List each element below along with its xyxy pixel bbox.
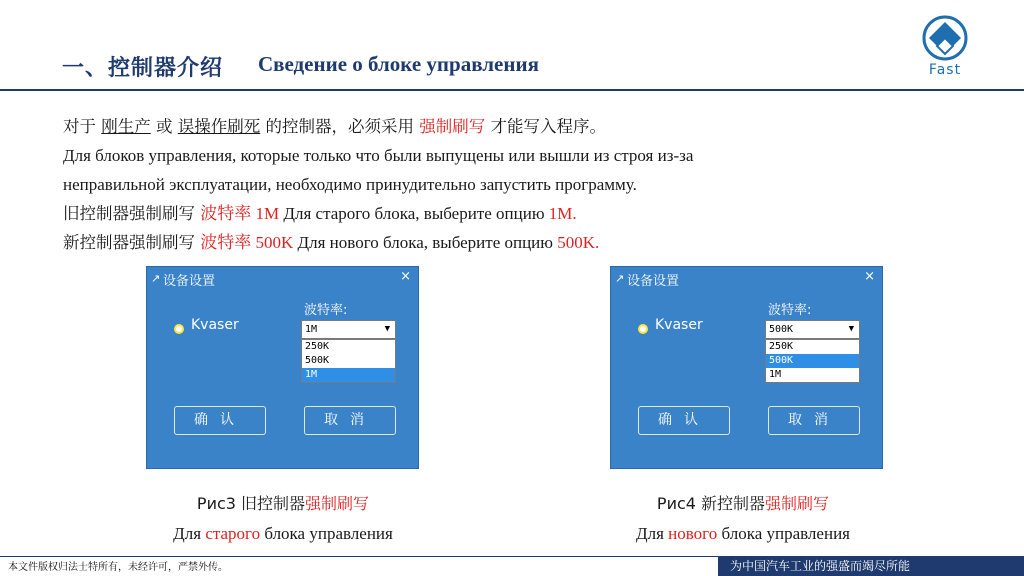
option-500k[interactable]: 500K	[305, 355, 330, 366]
option-1m[interactable]: 1M	[302, 368, 395, 382]
text-segment: Рис4 新控制器	[656, 494, 766, 513]
text-segment: 对于	[63, 117, 102, 136]
text-segment: блока управления	[717, 524, 850, 543]
caption-fig4-line2	[578, 519, 908, 549]
baud-rate-label: 波特率:	[304, 303, 348, 318]
text-segment: 旧控制器强制刷写	[63, 204, 201, 223]
title-russian: Сведение о блоке управления	[258, 52, 539, 76]
baud-rate-dropdown	[301, 339, 396, 383]
text-segment: Для нового блока, выберите опцию	[293, 233, 558, 252]
text-baud-500k: 波特率 500K	[200, 233, 294, 252]
chevron-down-icon: ▼	[848, 324, 854, 334]
baud-rate-value: 500K	[769, 324, 794, 335]
body-line-4	[63, 199, 963, 228]
dialog-title: 设备设置	[163, 274, 216, 289]
text-segment: 新控制器强制刷写	[63, 233, 201, 252]
text-force-flash: 强制刷写	[419, 117, 486, 136]
title-divider	[0, 89, 1024, 91]
text-newly-produced: 刚生产	[101, 117, 151, 136]
text-segment: Для	[636, 524, 669, 543]
kvaser-radio[interactable]	[174, 324, 184, 334]
dialog-title: 设备设置	[627, 274, 680, 289]
body-line-2: Для блоков управления, которые только что были выпущены или вышли из строя из-за	[63, 146, 694, 165]
kvaser-radio[interactable]	[638, 324, 648, 334]
chevron-down-icon: ▼	[384, 324, 390, 334]
baud-rate-select[interactable]	[301, 320, 396, 339]
text-segment: 才能写入程序。	[485, 117, 606, 136]
option-500k[interactable]: 500K	[766, 354, 859, 368]
device-settings-dialog-old	[146, 266, 419, 469]
text-segment: блока управления	[260, 524, 393, 543]
fast-logo-icon	[916, 14, 974, 64]
close-icon[interactable]: ×	[400, 269, 411, 284]
footer-slogan: 为中国汽车工业的强盛而竭尽所能	[718, 556, 1024, 576]
text-old: старого	[205, 524, 261, 543]
text-force-flash: 强制刷写	[305, 494, 370, 513]
copyright-notice: 本文件版权归法士特所有，未经许可，严禁外传。	[8, 562, 228, 573]
body-text	[63, 112, 963, 257]
title-chinese: 一、控制器介绍	[62, 56, 224, 81]
close-icon[interactable]: ×	[864, 269, 875, 284]
cancel-button[interactable]: 取消	[304, 406, 396, 435]
baud-rate-label: 波特率:	[768, 303, 812, 318]
text-segment: 的控制器，必须采用	[260, 117, 420, 136]
text-force-flash: 强制刷写	[765, 494, 830, 513]
text-new: нового	[668, 524, 718, 543]
body-line-5	[63, 228, 963, 257]
option-250k[interactable]: 250K	[305, 341, 330, 352]
option-1m[interactable]: 1M	[769, 369, 782, 380]
confirm-button[interactable]: 确认	[174, 406, 266, 435]
caption-fig3	[118, 489, 448, 549]
baud-rate-dropdown	[765, 339, 860, 383]
caption-fig3-line1	[118, 489, 448, 519]
caption-fig4-line1	[578, 489, 908, 519]
text-option-500k: 500K.	[557, 233, 600, 252]
text-option-1m: 1M.	[548, 204, 577, 223]
caption-fig4	[578, 489, 908, 549]
baud-rate-select[interactable]	[765, 320, 860, 339]
text-bricked: 误操作刷死	[177, 117, 261, 136]
window-icon: ↗	[151, 272, 161, 285]
kvaser-radio-label: Kvaser	[191, 317, 239, 333]
body-line-1	[63, 112, 963, 141]
text-segment: Для старого блока, выберите опцию	[279, 204, 549, 223]
fast-logo	[916, 14, 974, 82]
baud-rate-value: 1M	[305, 324, 318, 335]
logo-wordmark: Fast	[928, 62, 962, 78]
option-250k[interactable]: 250K	[769, 341, 794, 352]
cancel-button[interactable]: 取消	[768, 406, 860, 435]
text-segment: 或	[150, 117, 178, 136]
caption-fig3-line2	[118, 519, 448, 549]
confirm-button[interactable]: 确认	[638, 406, 730, 435]
text-baud-1m: 波特率 1M	[200, 204, 280, 223]
window-icon: ↗	[615, 272, 625, 285]
kvaser-radio-label: Kvaser	[655, 317, 703, 333]
text-segment: Рис3 旧控制器	[196, 494, 306, 513]
device-settings-dialog-new	[610, 266, 883, 469]
slide-title	[62, 51, 942, 87]
body-line-3: неправильной эксплуатации, необходимо принудительно запустить программу.	[63, 175, 637, 194]
text-segment: Для	[173, 524, 206, 543]
